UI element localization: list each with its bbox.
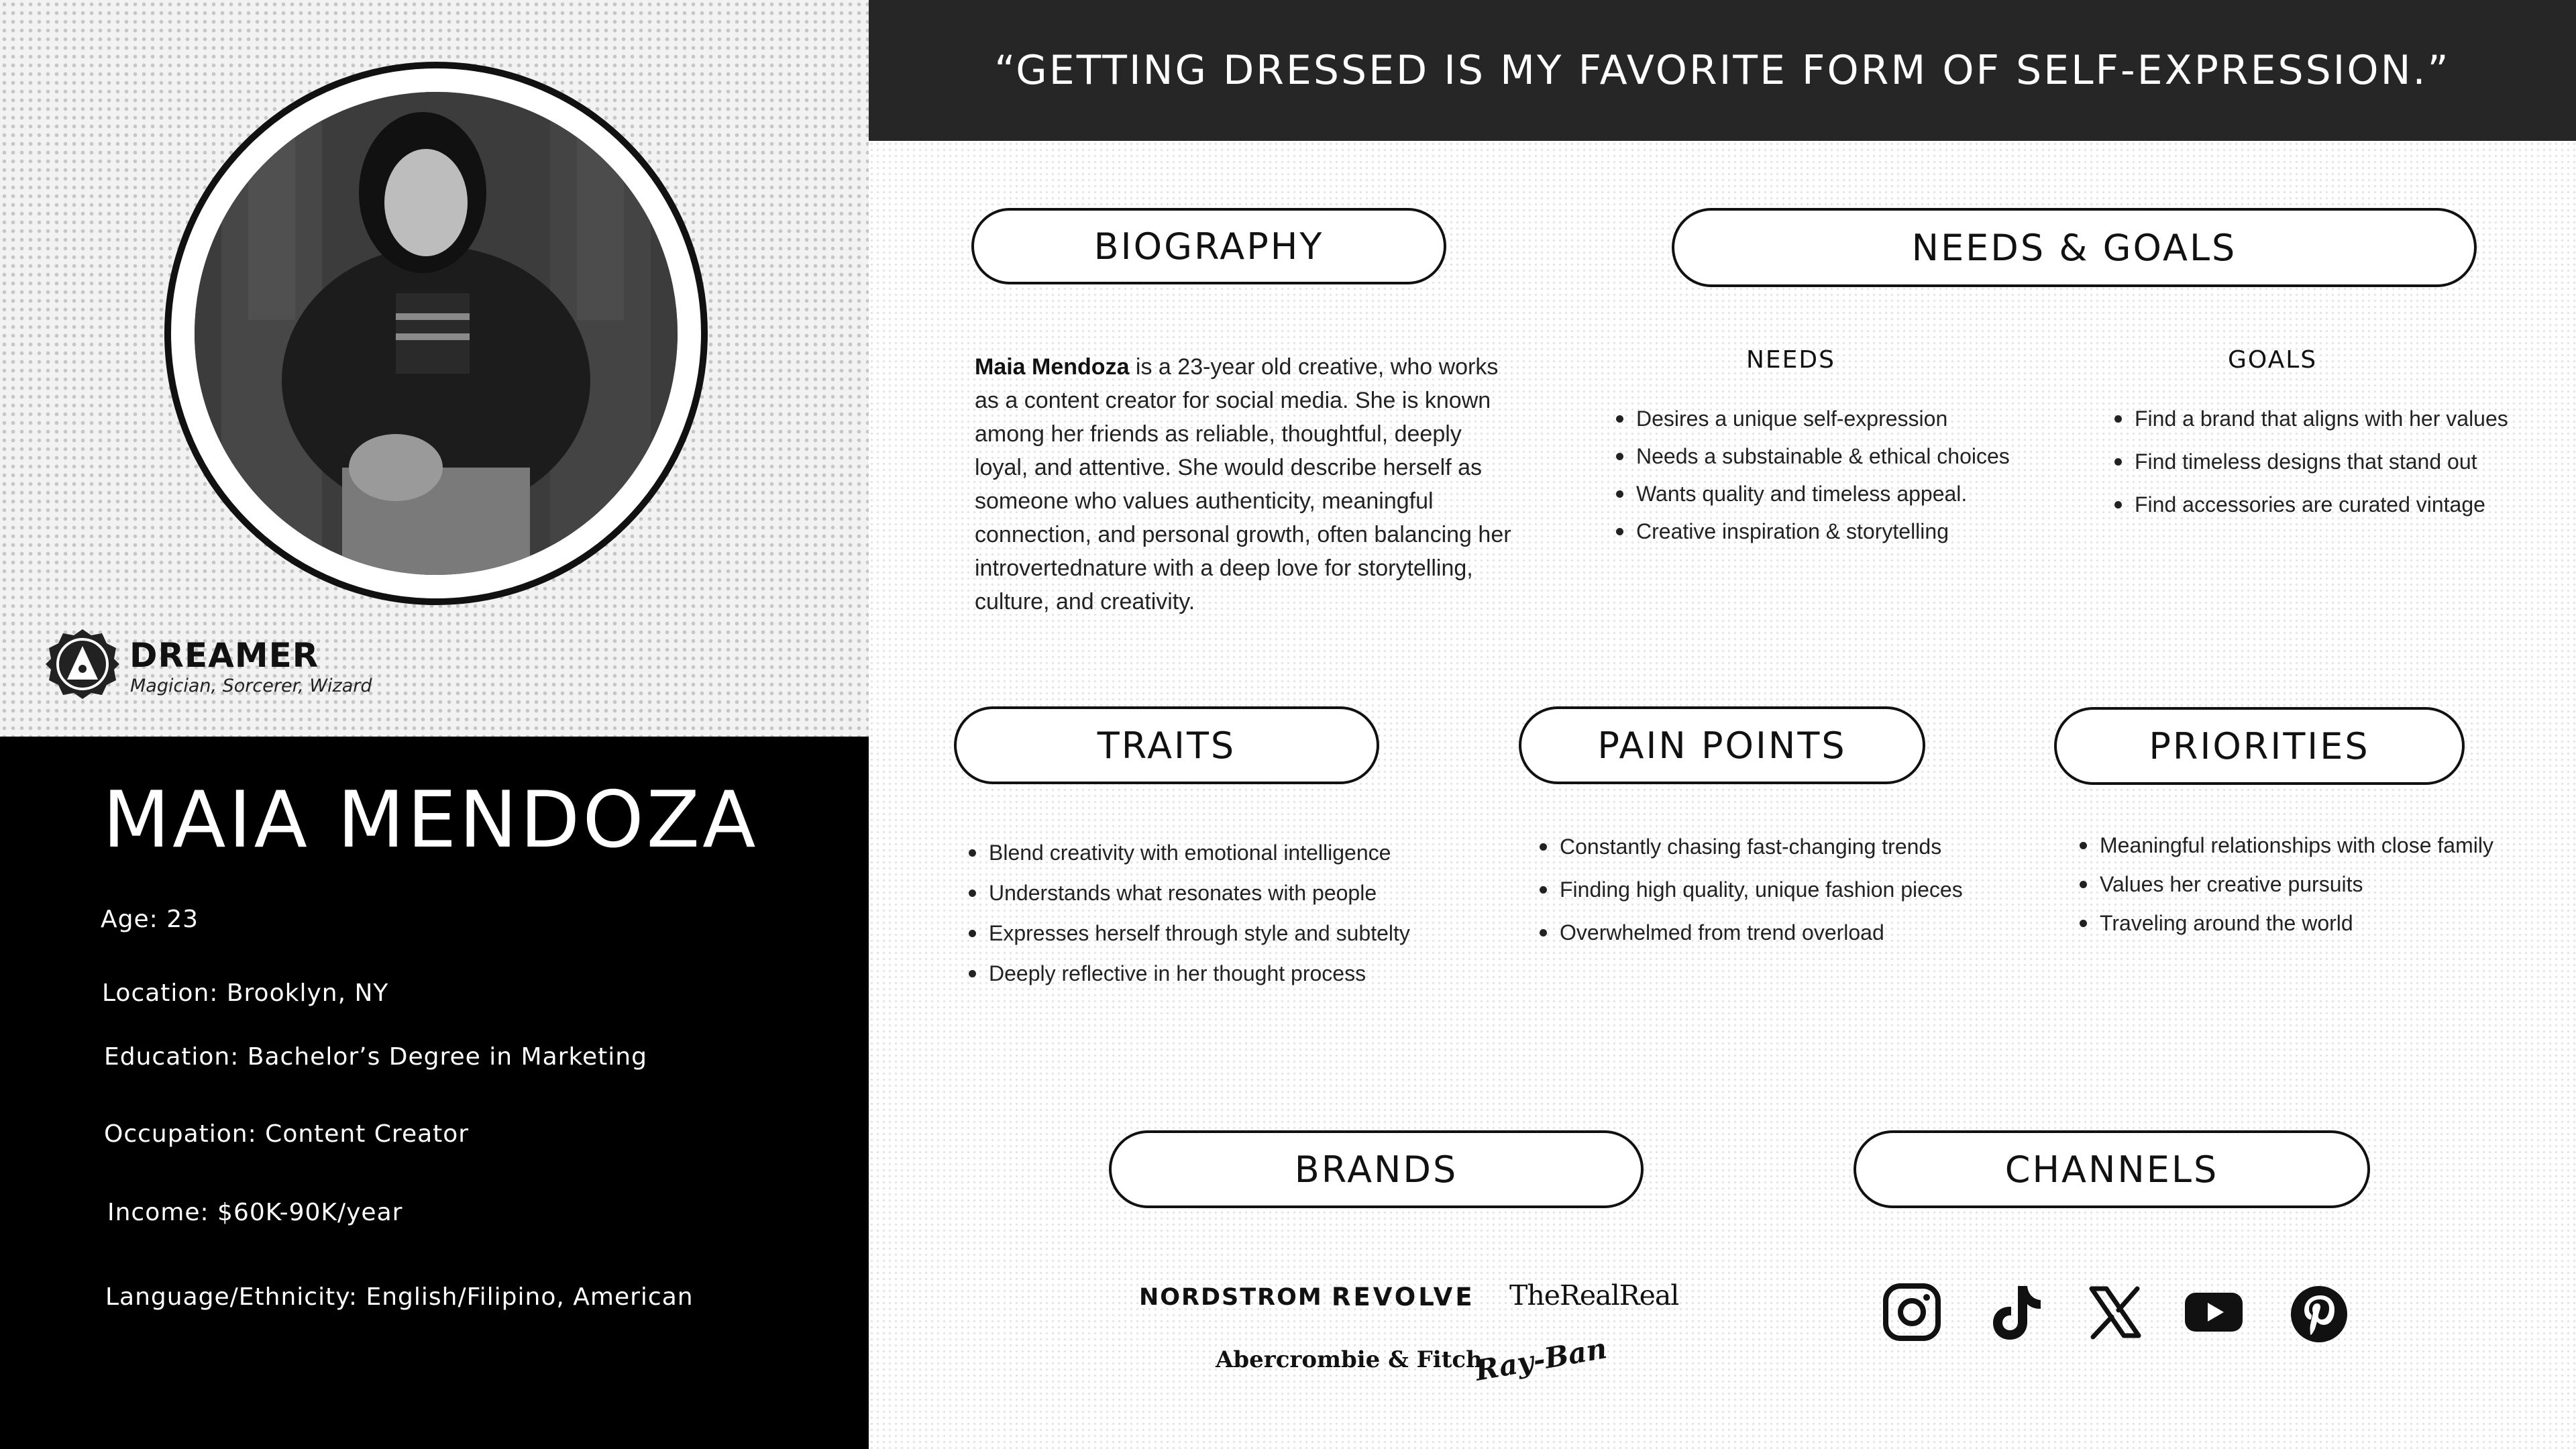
needs-item: Needs a substainable & ethical choices <box>1613 437 2010 475</box>
tiktok-icon[interactable] <box>1986 1282 2046 1342</box>
section-biography-header: BIOGRAPHY <box>971 208 1446 284</box>
info-income: Income: $60K-90K/year <box>107 1199 403 1226</box>
priorities-item: Meaningful relationships with close family <box>2077 826 2493 865</box>
brand-therealreal-logo: TheRealReal <box>1509 1279 1679 1311</box>
priorities-list <box>2077 826 2493 943</box>
priorities-item: Values her creative pursuits <box>2077 865 2493 904</box>
pain-points-item: Overwhelmed from trend overload <box>1537 911 1963 954</box>
x-icon[interactable] <box>2085 1282 2145 1342</box>
goals-item: Find timeless designs that stand out <box>2112 440 2508 483</box>
archetype-subtitle: Magician, Sorcerer, Wizard <box>130 676 372 696</box>
persona-name: MAIA MENDOZA <box>103 775 759 865</box>
goals-list <box>2112 397 2508 526</box>
needs-heading: NEEDS <box>1746 346 1835 374</box>
section-priorities-header: PRIORITIES <box>2054 707 2465 785</box>
info-language: Language/Ethnicity: English/Filipino, American <box>105 1283 694 1311</box>
persona-photo <box>195 92 678 575</box>
info-education: Education: Bachelor’s Degree in Marketing <box>104 1043 647 1071</box>
goals-item: Find accessories are curated vintage <box>2112 483 2508 526</box>
section-pain-points-header: PAIN POINTS <box>1519 706 1925 784</box>
biography-body: is a 23-year old creative, who works as a content creator for social media. She is known among her friends as reliable, thoughtful, deeply loyal, and attentive. She would describe herself as someone who values authenticity, meaningful connection, and personal growth, often balancing her introvertednature with a deep love for storytelling, culture, and creativity. <box>975 354 1511 614</box>
archetype-title: DREAMER <box>129 636 319 675</box>
traits-item: Understands what resonates with people <box>966 873 1410 913</box>
content-background <box>869 141 2576 1449</box>
goals-heading: GOALS <box>2228 346 2318 374</box>
pain-points-list <box>1537 825 1963 954</box>
traits-item: Blend creativity with emotional intelligence <box>966 833 1410 873</box>
archetype-badge-icon <box>46 627 119 701</box>
brand-abercrombie-logo: Abercrombie & Fitch <box>1216 1346 1483 1373</box>
needs-item: Creative inspiration & storytelling <box>1613 513 2010 550</box>
priorities-item: Traveling around the world <box>2077 904 2493 943</box>
traits-item: Deeply reflective in her thought process <box>966 953 1410 994</box>
pinterest-icon[interactable] <box>2289 1284 2349 1344</box>
pain-points-item: Constantly chasing fast-changing trends <box>1537 825 1963 868</box>
section-needs-goals-header: NEEDS & GOALS <box>1672 208 2477 287</box>
info-occupation: Occupation: Content Creator <box>104 1120 470 1148</box>
goals-item: Find a brand that aligns with her values <box>2112 397 2508 440</box>
biography-name: Maia Mendoza <box>975 354 1130 380</box>
traits-item: Expresses herself through style and subtelty <box>966 913 1410 953</box>
info-age: Age: 23 <box>101 906 199 933</box>
info-location: Location: Brooklyn, NY <box>102 979 389 1007</box>
section-channels-header: CHANNELS <box>1854 1130 2370 1208</box>
section-brands-header: BRANDS <box>1109 1130 1644 1208</box>
brand-revolve-logo: REVOLVE <box>1332 1283 1475 1311</box>
quote-banner <box>869 0 2576 141</box>
needs-item: Wants quality and timeless appeal. <box>1613 475 2010 513</box>
brand-nordstrom-logo: NORDSTROM <box>1139 1284 1323 1311</box>
needs-list <box>1613 400 2010 550</box>
persona-quote: “GETTING DRESSED IS MY FAVORITE FORM OF SELF-EXPRESSION.” <box>994 47 2451 94</box>
section-traits-header: TRAITS <box>954 706 1379 784</box>
pain-points-item: Finding high quality, unique fashion pieces <box>1537 868 1963 911</box>
instagram-icon[interactable] <box>1882 1282 1942 1342</box>
traits-list <box>966 833 1410 994</box>
youtube-icon[interactable] <box>2184 1282 2244 1342</box>
biography-text <box>975 350 1518 619</box>
needs-item: Desires a unique self-expression <box>1613 400 2010 437</box>
brand-rayban-logo: Ray-Ban <box>1472 1332 1609 1387</box>
